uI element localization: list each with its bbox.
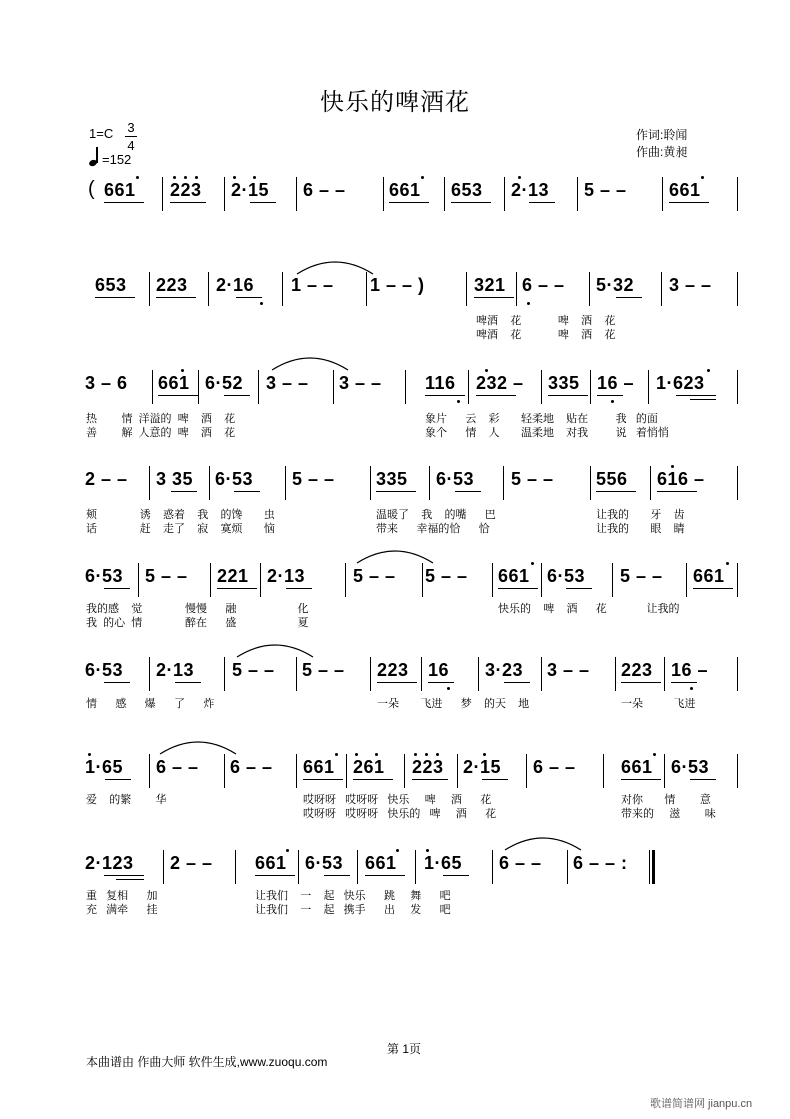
time-signature-bottom: 4 [127,138,135,153]
lyric-line: 一朵 飞进 [621,698,696,710]
measure-note: 6·53 [305,853,344,873]
measure-note: 2·13 [156,660,195,680]
measure-note: 2 – – [170,853,213,873]
measure-note: 1·65 [424,853,463,873]
measure-note: 661 [498,566,530,586]
measure-note: 232 – [476,373,524,393]
lyric-verse-2: 象个 情 人 温柔地 对我 说 着悄悄 [425,427,669,439]
measure-note: 16 – [671,660,709,680]
lyric-verse-2: 带来 幸福的恰 恰 [376,523,490,535]
measure-note: 661 [104,180,136,200]
lyric-verse-1: 热 情 洋溢的 啤 酒 花 [86,413,236,425]
score-row-4 [0,466,790,535]
lyric-chorus: 快乐的 啤 酒 花 让我的 [498,603,680,615]
measure-note: 556 [596,469,628,489]
measure-note: 5·32 [596,275,635,295]
measure-note: 5 – – [584,180,627,200]
measure-note: 5 – – [425,566,468,586]
measure-note: 661 [669,180,701,200]
measure-note: 116 [425,373,456,393]
measure-note: 6 – – [533,757,576,777]
lyric-verse-2: 让我的 眼 睛 [596,523,685,535]
lyric-verse-2: 带来的 滋 味 [621,808,716,820]
measure-note: 223 [412,757,444,777]
measure-note: 661 [621,757,653,777]
measure-note: 661 [365,853,397,873]
measure-note: 653 [95,275,127,295]
lyric-verse-2: 话 赶 走了 寂 寞烦 恼 [86,523,275,535]
measure-note: 661 [693,566,725,586]
measure-note: 661 [389,180,421,200]
measure-note: 661 [303,757,335,777]
measure-note: 321 [474,275,506,295]
measure-note: 16 [428,660,450,680]
measure-note: 3 – 6 [85,373,128,393]
slur-tie [270,354,350,372]
measure-note: 16 – [597,373,635,393]
lyric-verse-1: 颊 诱 惑着 我 的馋 虫 [86,509,275,521]
measure-note: 6·53 [547,566,586,586]
measure-note: 5 – – [232,660,275,680]
measure-note: 6 – – : [573,853,628,873]
measure-note: 6 – – [230,757,273,777]
lyric-verse-1: 我的感 觉 慢慢 融 化 [86,603,309,615]
lyricist: 作词:聆闻 [636,128,688,142]
measure-note: 223 [377,660,409,680]
measure-note: 3 35 [156,469,194,489]
measure-note: 5 – – [353,566,396,586]
measure-note: 1·65 [85,757,124,777]
measure-note: 2·16 [216,275,255,295]
song-title: 快乐的啤酒花 [320,88,470,116]
measure-note: 6 – – [156,757,199,777]
score-row-2 [0,272,790,341]
score-row-8 [0,850,790,916]
measure-note: 661 [255,853,287,873]
measure-note: 221 [217,566,249,586]
measure-note: 3·23 [485,660,524,680]
lyric-line: 一朵 飞进 梦 的天 地 [377,698,530,710]
lyric-verse-2: 让我们 一 起 携手 出 发 吧 [255,904,451,916]
score-row-5 [0,563,790,629]
lyric-verse-1: 温暖了 我 的嘴 巴 [376,509,496,521]
measure-note: 2·13 [511,180,550,200]
measure-note: 223 [621,660,653,680]
measure-note: 6·53 [85,566,124,586]
measure-note: 6 – – [303,180,346,200]
lyric-verse-1: 啤酒 花 啤 酒 花 [476,315,616,327]
measure-note: 6·53 [215,469,254,489]
measure-note: 2·15 [463,757,502,777]
measure-note: 5 – – [292,469,335,489]
measure-note: 223 [170,180,202,200]
measure-note: 5 – – [511,469,554,489]
measure-note: 3 – – [669,275,712,295]
measure-note: 1 – – [291,275,334,295]
measure-note: 3 – – [547,660,590,680]
credits [636,127,687,161]
lyric-verse-1: 重 复相 加 [86,890,158,902]
slur-tie [235,641,315,659]
quarter-note-icon [88,147,102,167]
slur-tie [503,834,583,852]
page-number: 第 1页 [387,1042,422,1056]
measure-note: 261 [353,757,385,777]
measure-note: 6·53 [85,660,124,680]
lyric-verse-2: 善 解 人意的 啤 酒 花 [86,427,236,439]
measure-note: 2·123 [85,853,134,873]
measure-note: 6 – – [522,275,565,295]
tempo-value: =152 [102,152,132,167]
lyric-verse-2: 啤酒 花 啤 酒 花 [476,329,616,341]
measure-note: 335 [376,469,408,489]
lyric-verse-1: 对你 情 意 [621,794,711,806]
lyric-verse-2: 哎呀呀 哎呀呀 快乐的 啤 酒 花 [303,808,497,820]
lyric-verse-1: 象片 云 彩 轻柔地 贴在 我 的面 [425,413,658,425]
key-signature: 1=C [89,126,114,141]
measure-note: 1 – – ) [370,275,425,295]
lyric-verse-1: 让我们 一 起 快乐 跳 舞 吧 [255,890,451,902]
measure-note: 6 – – [499,853,542,873]
measure-note: 6·52 [205,373,244,393]
measure-note: 5 – – [145,566,188,586]
watermark: 歌谱简谱网 jianpu.cn [650,1098,753,1110]
score-row-1 [0,177,790,237]
measure-note: 5 – – [302,660,345,680]
measure-note: 661 [158,373,190,393]
measure-note: 3 – – [339,373,382,393]
measure-note: 653 [451,180,483,200]
lyric-verse-1: 让我的 牙 齿 [596,509,685,521]
measure-note: 6·53 [436,469,475,489]
score-row-7 [0,754,790,820]
measure-note: 3 – – [266,373,309,393]
composer: 作曲:黄昶 [636,145,688,159]
footer-credit: 本曲谱由 作曲大师 软件生成,www.zuoqu.com [86,1055,328,1069]
measure-note: 2·13 [267,566,306,586]
lyric-verse-2: 我 的心 情 醉在 盛 夏 [86,617,309,629]
lyric-verse-1: 哎呀呀 哎呀呀 快乐 啤 酒 花 [303,794,492,806]
lyric-verse-2: 充 满牵 挂 [86,904,158,916]
measure-note: 6·53 [671,757,710,777]
tempo-marking [88,147,131,167]
time-signature-top: 3 [127,120,135,135]
slur-tie [355,547,435,565]
lyric-line: 爱 的繁 华 [86,794,167,806]
score-row-6 [0,657,790,717]
measure-note: 2 – – [85,469,128,489]
measure-note: 223 [156,275,188,295]
measure-note: 335 [548,373,580,393]
lyric-line: 情 感 爆 了 炸 [86,698,215,710]
paren-open: ( [88,178,96,200]
score-row-3 [0,370,790,439]
measure-note: 5 – – [620,566,663,586]
measure-note: 2·15 [231,180,270,200]
measure-note: 1·623 [656,373,705,393]
slur-tie [158,738,238,756]
measure-note: 616 – [657,469,705,489]
slur-tie [295,258,375,276]
